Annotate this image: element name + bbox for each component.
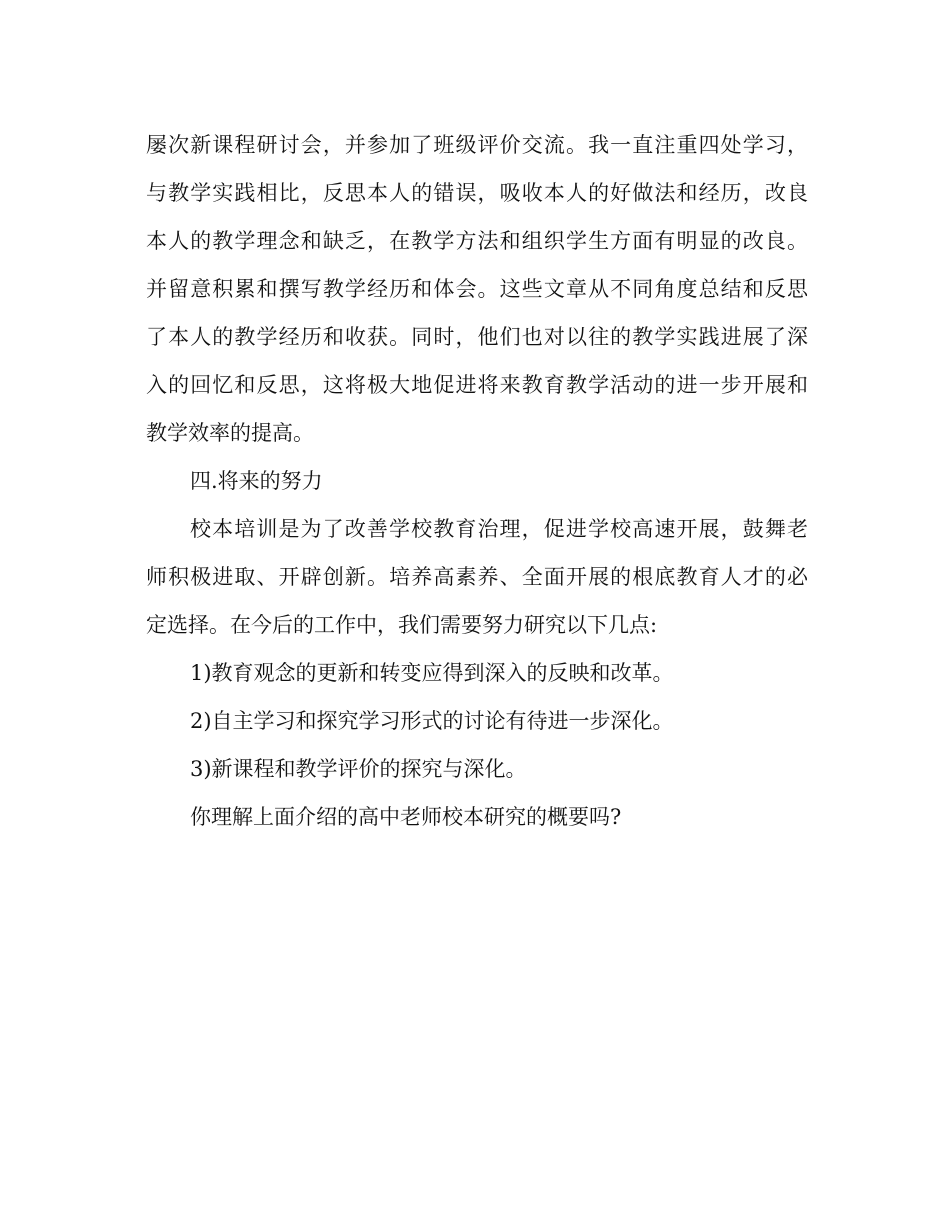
list-item-3 bbox=[146, 745, 808, 793]
question-text: 你理解上面介绍的高中老师校本研究的概要吗? bbox=[190, 805, 622, 829]
heading-text: 四.将来的努力 bbox=[190, 469, 323, 493]
list-item-text: 3)新课程和教学评价的探究与深化。 bbox=[190, 757, 527, 781]
text-line: 并留意积累和撰写教学经历和体会。这些文章从不同角度总结和反思 bbox=[146, 277, 808, 301]
paragraph-p1 bbox=[146, 121, 808, 457]
text-line: 入的回忆和反思，这将极大地促进将来教育教学活动的进一步开展和 bbox=[146, 373, 808, 397]
list-item-text: 1)教育观念的更新和转变应得到深入的反映和改革。 bbox=[190, 661, 674, 685]
section-heading-future-efforts bbox=[146, 457, 808, 505]
list-item-2 bbox=[146, 697, 808, 745]
text-line: 定选择。在今后的工作中，我们需要努力研究以下几点: bbox=[146, 613, 658, 637]
paragraph-p3 bbox=[146, 505, 808, 649]
list-item-1 bbox=[146, 649, 808, 697]
document-body bbox=[146, 121, 808, 841]
text-line: 了本人的教学经历和收获。同时，他们也对以往的教学实践进展了深 bbox=[146, 325, 808, 349]
text-line: 屡次新课程研讨会，并参加了班级评价交流。我一直注重四处学习， bbox=[146, 133, 808, 157]
text-line: 与教学实践相比，反思本人的错误，吸收本人的好做法和经历，改良 bbox=[146, 181, 808, 205]
text-line: 校本培训是为了改善学校教育治理，促进学校高速开展，鼓舞老 bbox=[190, 517, 808, 541]
closing-question bbox=[146, 793, 808, 841]
text-line: 教学效率的提高。 bbox=[146, 421, 314, 445]
list-item-text: 2)自主学习和探究学习形式的讨论有待进一步深化。 bbox=[190, 709, 674, 733]
text-line: 本人的教学理念和缺乏，在教学方法和组织学生方面有明显的改良。 bbox=[146, 229, 808, 253]
text-line: 师积极进取、开辟创新。培养高素养、全面开展的根底教育人才的必 bbox=[146, 565, 808, 589]
